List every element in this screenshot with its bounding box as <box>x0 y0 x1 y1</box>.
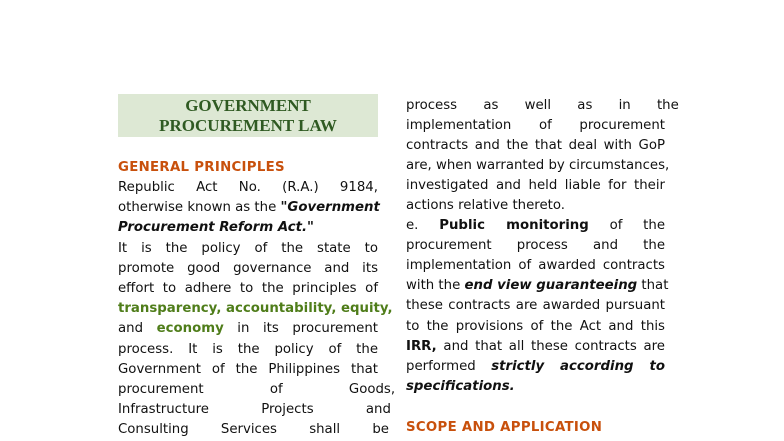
paragraph-line: and economy in its procurement <box>118 321 378 336</box>
paragraph-line: are, when warranted by circumstances, <box>406 158 670 173</box>
paragraph-line: Republic Act No. (R.A.) 9184, <box>118 180 378 195</box>
paragraph-line: these contracts are awarded pursuant <box>406 298 665 313</box>
principles-highlight: transparency, accountability, equity, <box>118 301 393 316</box>
section-title-line2: PROCUREMENT LAW <box>159 116 337 135</box>
paragraph-line: e. Public monitoring of the <box>406 218 666 233</box>
paragraph-line: process. It is the policy of the <box>118 342 378 357</box>
paragraph-line: procurement of Goods, <box>118 382 396 397</box>
paragraph-line: IRR, and that all these contracts are <box>406 339 665 354</box>
section-title <box>118 94 378 137</box>
paragraph-line: investigated and held liable for their <box>406 178 665 193</box>
paragraph-line: process as well as in the <box>406 98 679 113</box>
paragraph-line: Government of the Philippines that <box>118 362 378 377</box>
paragraph-line: implementation of awarded contracts <box>406 258 665 273</box>
paragraph-line: Consulting Services shall be <box>118 422 389 437</box>
paragraph-line: Procurement Reform Act." <box>118 220 314 235</box>
paragraph-line: procurement process and the <box>406 238 665 253</box>
paragraph-line: with the end view guaranteeing that <box>406 278 669 293</box>
paragraph-line: actions relative thereto. <box>406 198 565 213</box>
paragraph-line: Infrastructure Projects and <box>118 402 391 417</box>
section-title-line1: GOVERNMENT <box>185 96 311 115</box>
paragraph-line: It is the policy of the state to <box>118 241 378 256</box>
paragraph-line: specifications. <box>406 379 515 394</box>
paragraph-line: contracts and the that deal with GoP <box>406 138 665 153</box>
paragraph-line: effort to adhere to the principles of <box>118 281 378 296</box>
general-principles-heading: GENERAL PRINCIPLES <box>118 160 285 175</box>
paragraph-line: implementation of procurement <box>406 118 665 133</box>
paragraph-line: otherwise known as the "Government <box>118 200 380 215</box>
scope-and-application-heading: SCOPE AND APPLICATION <box>406 420 603 435</box>
paragraph-line: promote good governance and its <box>118 261 378 276</box>
paragraph-line: performed strictly according to <box>406 359 665 374</box>
paragraph-line: to the provisions of the Act and this <box>406 319 665 334</box>
